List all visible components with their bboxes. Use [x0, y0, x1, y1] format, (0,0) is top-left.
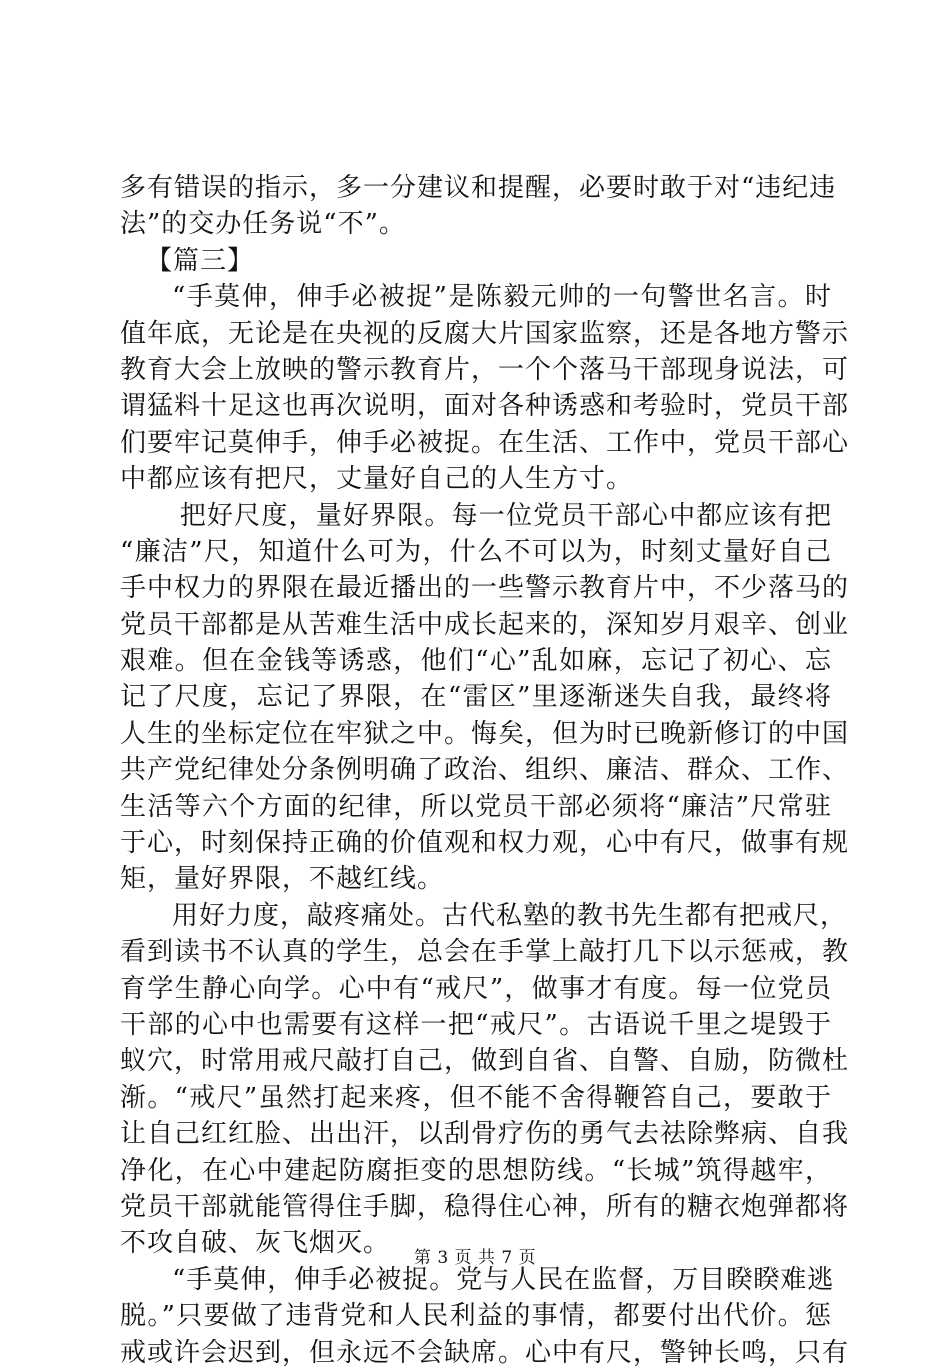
text-line: 艰难。但在金钱等诱惑，他们“心”乱如麻，忘记了初心、忘	[120, 646, 832, 677]
text-line: 手中权力的界限在最近播出的一些警示教育片中，不少落马的	[120, 573, 850, 604]
text-line: 教育大会上放映的警示教育片，一个个落马干部现身说法，可	[120, 354, 850, 385]
text-line: “手莫伸，伸手必被捉”是陈毅元帅的一句警世名言。时	[172, 282, 832, 313]
text-line: 渐。“戒尺”虽然打起来疼，但不能不舍得鞭笞自己，要敢于	[120, 1082, 832, 1113]
text-line: 谓猛料十足这也再次说明，面对各种诱惑和考验时，党员干部	[120, 391, 850, 422]
text-line: 们要牢记莫伸手，伸手必被捉。在生活、工作中，党员干部心	[120, 427, 850, 458]
page-number-footer: 第 3 页 共 7 页	[413, 1248, 537, 1268]
text-line: 让自己红红脸、出出汗，以刮骨疗伤的勇气去祛除弊病、自我	[120, 1119, 850, 1150]
text-line: 党员干部就能管得住手脚，稳得住心神，所有的糖衣炮弹都将	[120, 1191, 850, 1222]
document-body	[120, 170, 850, 1371]
text-line: “手莫伸，伸手必被捉。党与人民在监督，万目睽睽难逃	[172, 1264, 835, 1295]
text-line: 共产党纪律处分条例明确了政治、组织、廉洁、群众、工作、	[120, 755, 850, 786]
text-line: 育学生静心向学。心中有“戒尺”，做事才有度。每一位党员	[120, 973, 832, 1004]
text-line: 蚁穴，时常用戒尺敲打自己，做到自省、自警、自励，防微杜	[120, 1046, 850, 1077]
text-line: 矩，量好界限，不越红线。	[120, 864, 445, 895]
text-line: 戒或许会迟到，但永远不会缺席。心中有尺，警钟长鸣，只有	[120, 1337, 850, 1368]
text-line: 生活等六个方面的纪律，所以党员干部必须将“廉洁”尺常驻	[120, 791, 832, 822]
text-line: 多有错误的指示，多一分建议和提醒，必要时敢于对“违纪违	[120, 173, 837, 203]
text-line: 法”的交办任务说“不”。	[120, 209, 406, 240]
text-line: 用好力度，敲疼痛处。古代私塾的教书先生都有把戒尺，	[172, 900, 848, 931]
text-line: 看到读书不认真的学生，总会在手掌上敲打几下以示惩戒，教	[120, 937, 850, 968]
text-line: “廉洁”尺，知道什么可为，什么不可以为，时刻丈量好自己	[120, 536, 832, 567]
text-line: 于心，时刻保持正确的价值观和权力观，心中有尺，做事有规	[120, 828, 850, 859]
text-line: 记了尺度，忘记了界限，在“雷区”里逐渐迷失自我，最终将	[120, 682, 832, 713]
text-line: 净化，在心中建起防腐拒变的思想防线。“长城”筑得越牢，	[120, 1155, 832, 1186]
text-line: 干部的心中也需要有这样一把“戒尺”。古语说千里之堤毁于	[120, 1009, 832, 1040]
text-line: 值年底，无论是在央视的反腐大片国家监察，还是各地方警示	[120, 318, 850, 349]
text-line: 人生的坐标定位在牢狱之中。悔矣，但为时已晚新修订的中国	[120, 718, 850, 749]
text-line: 党员干部都是从苦难生活中成长起来的，深知岁月艰辛、创业	[120, 609, 850, 640]
text-line: 脱。”只要做了违背党和人民利益的事情，都要付出代价。惩	[120, 1301, 832, 1332]
text-line: 【篇三】	[146, 245, 255, 276]
text-line: 把好尺度，量好界限。每一位党员干部心中都应该有把	[179, 500, 832, 531]
text-line: 不攻自破、灰飞烟灭。	[120, 1228, 391, 1259]
text-line: 中都应该有把尺，丈量好自己的人生方寸。	[120, 464, 634, 495]
